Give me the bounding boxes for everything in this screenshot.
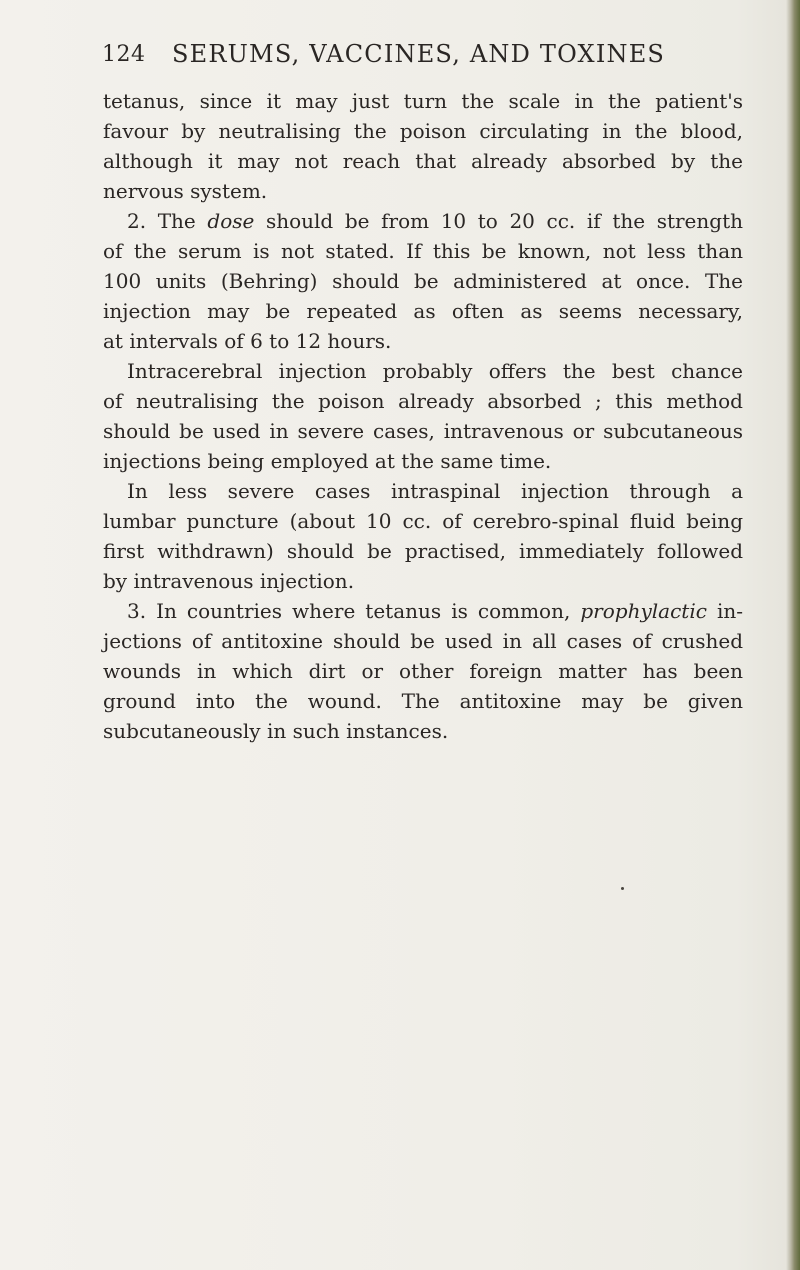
text-line: of the serum is not stated. If this be known, not less than [103, 239, 743, 263]
text-line: should be used in severe cases, intravenous or subcutaneous [103, 419, 743, 443]
text-line [103, 206, 743, 236]
emphasis-prophylactic: prophylactic [580, 599, 707, 623]
text-segment: 3. In countries where tetanus is common, [127, 599, 581, 623]
ink-speck [621, 887, 624, 890]
text-line: tetanus, since it may just turn the scale in the patient's [103, 89, 743, 113]
text-line: nervous system. [103, 179, 268, 203]
running-head: SERUMS, VACCINES, AND TOXINES [172, 40, 666, 68]
page-number: 124 [102, 42, 146, 67]
text-line: wounds in which dirt or other foreign matter has been [103, 659, 743, 683]
text-line: injections being employed at the same time. [103, 449, 552, 473]
emphasis-dose: dose [207, 209, 255, 233]
text-line: jections of antitoxine should be used in all cases of crushed [103, 629, 743, 653]
text-segment: in- [706, 599, 743, 623]
page-header [102, 38, 742, 78]
body-text [103, 86, 743, 746]
text-line: ground into the wound. The antitoxine may be given [103, 689, 743, 713]
text-line: injection may be repeated as often as seems necessary, [103, 299, 743, 323]
text-line: subcutaneously in such instances. [103, 719, 449, 743]
text-line: Intracerebral injection probably offers the best chance [127, 359, 743, 383]
text-line: by intravenous injection. [103, 569, 355, 593]
text-segment: 2. The [127, 209, 208, 233]
text-line: In less severe cases intraspinal injection through a [127, 479, 743, 503]
text-line: first withdrawn) should be practised, immediately followed [103, 539, 743, 563]
text-line: of neutralising the poison already absorbed ; this method [103, 389, 743, 413]
text-line: favour by neutralising the poison circulating in the blood, [103, 119, 743, 143]
text-line: at intervals of 6 to 12 hours. [103, 329, 392, 353]
page-binding-edge [786, 0, 800, 1270]
text-line: although it may not reach that already absorbed by the [103, 149, 743, 173]
text-line: lumbar puncture (about 10 cc. of cerebro-spinal fluid being [103, 509, 743, 533]
text-line: 100 units (Behring) should be administered at once. The [103, 269, 743, 293]
text-line [103, 596, 743, 626]
text-segment: should be from 10 to 20 cc. if the strength [254, 209, 743, 233]
